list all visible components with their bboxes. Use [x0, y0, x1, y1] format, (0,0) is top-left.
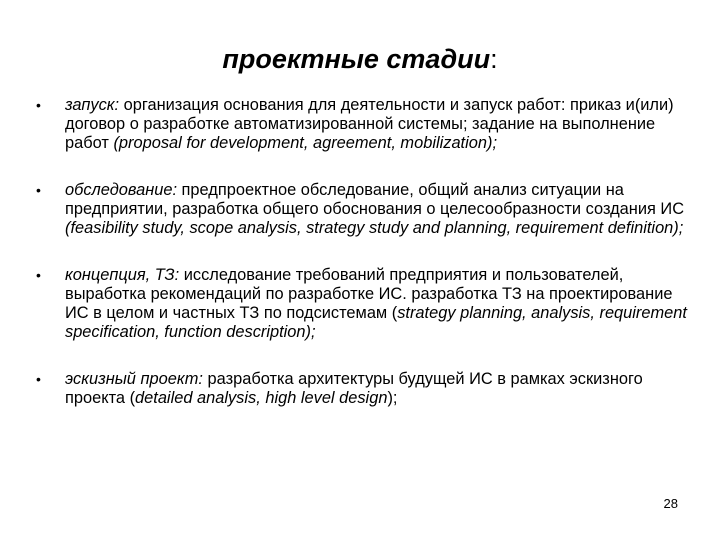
bullet-english-terms: strategy planning, analysis, requirement specification, function description);: [65, 304, 687, 341]
bullet-marker: •: [36, 267, 41, 283]
bullet-term: обследование:: [65, 181, 177, 199]
bullet-term: концепция, ТЗ:: [65, 266, 180, 284]
slide-title: [0, 42, 720, 76]
bullet-english-terms: (feasibility study, scope analysis, strategy study and planning, requirement definition);: [65, 219, 684, 237]
bullet-text: предпроектное обследование, общий анализ ситуации на предприятии, разработка общего обоснования о целесообразности создания ИС: [65, 181, 685, 218]
bullet-marker: •: [36, 97, 41, 113]
bullet-term: эскизный проект:: [65, 370, 203, 388]
bullet-english-terms: (proposal for development, agreement, mobilization);: [113, 134, 497, 152]
bullet-text: организация основания для деятельности и запуск работ: приказ и(или) договор о разработке автоматизированной системы; задание на выполнение работ: [65, 96, 674, 152]
bullet-text: исследование требований предприятия и пользователей, выработка рекомендаций по разработке ИС. разработка ТЗ на проектирование ИС в целом и частных ТЗ по подсистемам (: [65, 266, 673, 322]
bullet-term: запуск:: [65, 96, 120, 114]
slide-title-text: проектные стадии: [222, 44, 491, 74]
bullet-item-draft-design: [36, 370, 691, 408]
bullet-list: [36, 96, 691, 436]
slide-title-colon: :: [490, 44, 498, 74]
bullet-marker: •: [36, 371, 41, 387]
bullet-item-concept: [36, 266, 691, 342]
bullet-text: разработка архитектуры будущей ИС в рамках эскизного проекта (: [65, 370, 643, 407]
page-number: 28: [663, 496, 678, 511]
bullet-item-survey: [36, 181, 691, 238]
bullet-text-end: );: [387, 389, 398, 407]
bullet-english-terms: detailed analysis, high level design: [135, 389, 388, 407]
bullet-marker: •: [36, 182, 41, 198]
bullet-item-launch: [36, 96, 691, 153]
